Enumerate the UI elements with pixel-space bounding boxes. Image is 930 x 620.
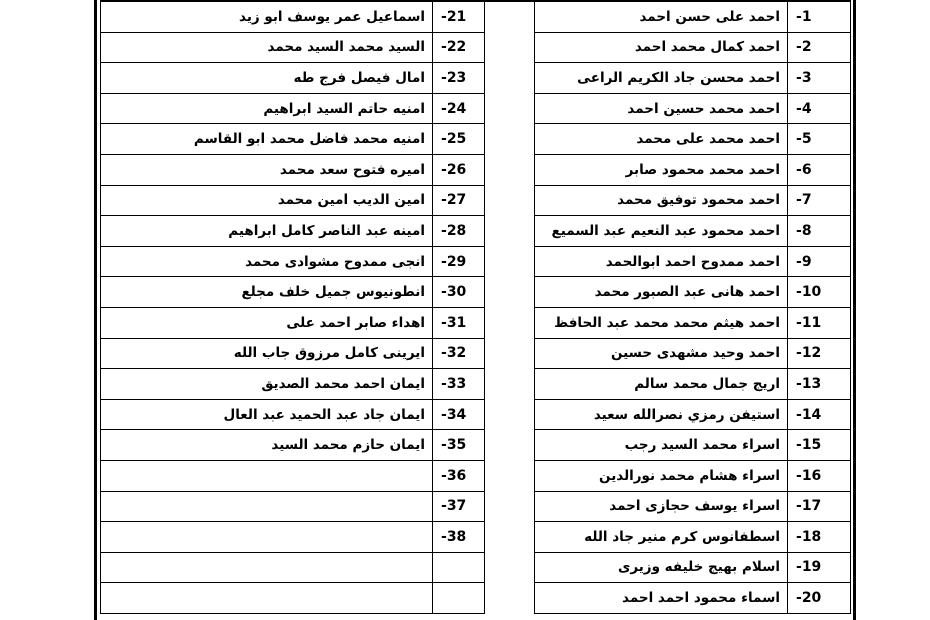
student-name: احمد هانى عبد الصبور محمد [535, 277, 788, 308]
student-name: انجى ممدوح مشوادى محمد [101, 246, 433, 277]
names-table [100, 0, 851, 614]
row-number [433, 552, 485, 583]
column-gap [485, 430, 535, 461]
column-gap [485, 185, 535, 216]
row-number: 4- [788, 93, 851, 124]
row-number: 19- [788, 552, 851, 583]
student-name: احمد ممدوح احمد ابوالحمد [535, 246, 788, 277]
student-name: احمد محمد حسين احمد [535, 93, 788, 124]
column-gap [485, 93, 535, 124]
column-gap [485, 307, 535, 338]
student-name: اميره فتوح سعد محمد [101, 154, 433, 185]
row-number: 5- [788, 124, 851, 155]
row-number: 2- [788, 32, 851, 63]
student-name: ايرينى كامل مرزوق جاب الله [101, 338, 433, 369]
table-row [101, 63, 851, 94]
column-gap [485, 399, 535, 430]
table-row [101, 32, 851, 63]
table-row [101, 491, 851, 522]
student-name: احمد محمد على محمد [535, 124, 788, 155]
student-name: اهداء صابر احمد على [101, 307, 433, 338]
student-name [101, 552, 433, 583]
row-number: 27- [433, 185, 485, 216]
row-number: 17- [788, 491, 851, 522]
column-gap [485, 277, 535, 308]
column-gap [485, 369, 535, 400]
row-number: 36- [433, 460, 485, 491]
column-gap [485, 552, 535, 583]
row-number: 1- [788, 1, 851, 32]
table-row [101, 1, 851, 32]
table-row [101, 522, 851, 553]
row-number: 22- [433, 32, 485, 63]
row-number: 23- [433, 63, 485, 94]
row-number: 3- [788, 63, 851, 94]
table-row [101, 338, 851, 369]
student-name [101, 460, 433, 491]
row-number [433, 583, 485, 614]
row-number: 24- [433, 93, 485, 124]
row-number: 20- [788, 583, 851, 614]
student-name: اسراء محمد السيد رجب [535, 430, 788, 461]
column-gap [485, 32, 535, 63]
student-name: احمد كمال محمد احمد [535, 32, 788, 63]
row-number: 8- [788, 216, 851, 247]
table-row [101, 246, 851, 277]
row-number: 16- [788, 460, 851, 491]
column-gap [485, 216, 535, 247]
student-name: احمد محمود توفيق محمد [535, 185, 788, 216]
row-number: 9- [788, 246, 851, 277]
column-gap [485, 522, 535, 553]
student-name: احمد محمود عبد النعيم عبد السميع [535, 216, 788, 247]
column-gap [485, 1, 535, 32]
row-number: 31- [433, 307, 485, 338]
column-gap [485, 154, 535, 185]
table-row [101, 154, 851, 185]
student-name: احمد محسن جاد الكريم الراعى [535, 63, 788, 94]
student-name: احمد هيثم محمد محمد عبد الحافظ [535, 307, 788, 338]
table-row [101, 277, 851, 308]
row-number: 37- [433, 491, 485, 522]
column-gap [485, 338, 535, 369]
student-name: ايمان احمد محمد الصديق [101, 369, 433, 400]
row-number: 25- [433, 124, 485, 155]
student-name: امنيه حاتم السيد ابراهيم [101, 93, 433, 124]
row-number: 38- [433, 522, 485, 553]
row-number: 14- [788, 399, 851, 430]
student-name: ايمان جاد عبد الحميد عبد العال [101, 399, 433, 430]
table-row [101, 185, 851, 216]
column-gap [485, 63, 535, 94]
student-name [101, 522, 433, 553]
student-name: احمد محمد محمود صابر [535, 154, 788, 185]
student-name: احمد على حسن احمد [535, 1, 788, 32]
row-number: 32- [433, 338, 485, 369]
table-row [101, 583, 851, 614]
student-name: اسماعيل عمر يوسف ابو زيد [101, 1, 433, 32]
column-gap [485, 124, 535, 155]
student-name: ايمان حازم محمد السيد [101, 430, 433, 461]
student-name: اسراء يوسف حجازى احمد [535, 491, 788, 522]
table-row [101, 307, 851, 338]
column-gap [485, 460, 535, 491]
student-name [101, 583, 433, 614]
row-number: 35- [433, 430, 485, 461]
table-row [101, 369, 851, 400]
student-name: اسراء هشام محمد نورالدين [535, 460, 788, 491]
table-row [101, 216, 851, 247]
student-name: انطونيوس جميل خلف مجلع [101, 277, 433, 308]
student-name: امين الديب امين محمد [101, 185, 433, 216]
row-number: 33- [433, 369, 485, 400]
student-name: اسطفانوس كرم منير جاد الله [535, 522, 788, 553]
table-row [101, 93, 851, 124]
row-number: 18- [788, 522, 851, 553]
row-number: 6- [788, 154, 851, 185]
row-number: 15- [788, 430, 851, 461]
student-name: استيفن رمزي نصرالله سعيد [535, 399, 788, 430]
row-number: 21- [433, 1, 485, 32]
column-gap [485, 246, 535, 277]
student-name: امينه عبد الناصر كامل ابراهيم [101, 216, 433, 247]
row-number: 26- [433, 154, 485, 185]
row-number: 7- [788, 185, 851, 216]
table-row [101, 552, 851, 583]
student-name: احمد وحيد مشهدى حسين [535, 338, 788, 369]
row-number: 12- [788, 338, 851, 369]
student-name: اسماء محمود احمد احمد [535, 583, 788, 614]
row-number: 10- [788, 277, 851, 308]
student-name: اسلام بهيج خليفه وزيرى [535, 552, 788, 583]
student-name [101, 491, 433, 522]
table-row [101, 399, 851, 430]
row-number: 34- [433, 399, 485, 430]
column-gap [485, 491, 535, 522]
table-row [101, 460, 851, 491]
row-number: 29- [433, 246, 485, 277]
row-number: 30- [433, 277, 485, 308]
row-number: 28- [433, 216, 485, 247]
student-name: امنيه محمد فاضل محمد ابو القاسم [101, 124, 433, 155]
row-number: 11- [788, 307, 851, 338]
student-name: اريج جمال محمد سالم [535, 369, 788, 400]
row-number: 13- [788, 369, 851, 400]
student-name: السيد محمد السيد محمد [101, 32, 433, 63]
student-name: امال فيصل فرج طه [101, 63, 433, 94]
table-row [101, 430, 851, 461]
column-gap [485, 583, 535, 614]
table-row [101, 124, 851, 155]
attendance-sheet [94, 0, 856, 620]
